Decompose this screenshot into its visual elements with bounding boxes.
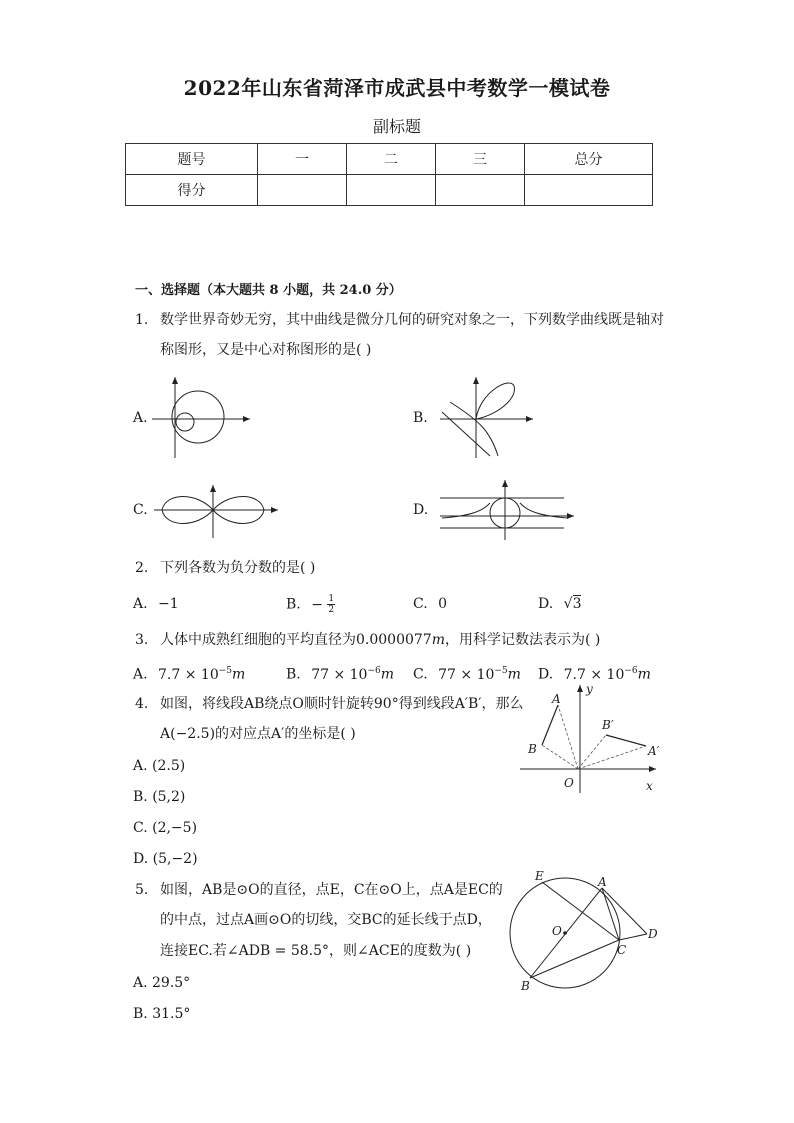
q5-line3: 连接EC.若∠ADB = 58.5°，则∠ACE的度数为( ) <box>160 943 472 959</box>
q4-fig-label-a-prime: A′ <box>648 744 660 758</box>
q4-number: 4. <box>135 696 149 712</box>
q5-figure <box>505 868 665 998</box>
q3-option-b[interactable] <box>286 661 394 685</box>
q3-option-label: C. <box>413 666 428 683</box>
q3-unit: m <box>431 632 445 648</box>
q2-number: 2. <box>135 560 149 576</box>
score-table-score-row <box>126 175 653 206</box>
q2-option-c[interactable] <box>413 594 447 614</box>
q2-option-c-value: 0 <box>438 596 448 612</box>
q1-option-d-label: D. <box>413 502 429 518</box>
q3-option-a[interactable] <box>133 661 245 685</box>
q3-option-d[interactable] <box>538 661 651 685</box>
q4-fig-label-o: O <box>564 776 574 790</box>
score-cell[interactable] <box>436 175 525 206</box>
q2-option-b-label: B. <box>286 596 301 613</box>
q1-line2: 称图形，又是中心对称图形的是( ) <box>160 342 372 358</box>
q1-line1: 数学世界奇妙无穷，其中曲线是微分几何的研究对象之一，下列数学曲线既是轴对 <box>160 312 664 328</box>
q5-fig-label-e: E <box>535 869 544 883</box>
sqrt-icon: √ <box>563 596 573 612</box>
q2-text: 下列各数为负分数的是( ) <box>160 560 316 576</box>
exam-subtitle: 副标题 <box>372 117 421 136</box>
q4-line2: A(−2.5)的对应点A′的坐标是( ) <box>160 726 356 742</box>
q3-option-c[interactable] <box>413 661 521 685</box>
q4-option-d[interactable]: D. (5,−2) <box>133 851 198 867</box>
q1-option-b-label: B. <box>413 410 428 426</box>
q2-option-b-sign: − <box>311 596 323 613</box>
score-header-cell: 一 <box>258 144 347 175</box>
q3-option-unit: m <box>232 666 246 683</box>
q2-option-a[interactable] <box>133 594 179 614</box>
q2-option-b[interactable] <box>286 594 335 615</box>
q3-option-unit: m <box>507 666 521 683</box>
q1-option-a-label: A. <box>133 410 148 426</box>
score-table-header-row <box>126 144 653 175</box>
score-header-cell: 三 <box>436 144 525 175</box>
q5-fig-label-a: A <box>598 875 607 889</box>
q1-option-c-label: C. <box>133 502 148 518</box>
q3-option-unit: m <box>637 666 651 683</box>
q3-option-base: 77 × 10 <box>311 666 368 683</box>
q3-option-exp: −5 <box>218 666 233 676</box>
q4-option-b[interactable]: B. (5,2) <box>133 789 186 805</box>
score-cell[interactable] <box>258 175 347 206</box>
q5-option-a[interactable]: A. 29.5° <box>133 975 191 991</box>
q5-line2: 的中点，过点A画⊙O的切线，交BC的延长线于点D， <box>160 912 492 928</box>
q2-option-d-radicand: 3 <box>572 596 582 612</box>
q3-option-base: 7.7 × 10 <box>563 666 625 683</box>
q4-fig-label-b-prime: B′ <box>602 718 614 732</box>
q4-fig-label-b: B <box>528 742 537 756</box>
q5-fig-label-o: O <box>552 924 562 938</box>
q2-option-d-label: D. <box>538 596 554 612</box>
q3-option-unit: m <box>380 666 395 683</box>
q3-number: 3. <box>135 632 149 648</box>
q2-option-b-fraction <box>327 594 335 615</box>
score-cell[interactable] <box>347 175 436 206</box>
score-header-cell: 二 <box>347 144 436 175</box>
exam-title: 2022年山东省菏泽市成武县中考数学一模试卷 <box>183 76 611 100</box>
q4-figure <box>518 683 668 795</box>
section-heading: 一、选择题（本大题共 8 小题，共 24.0 分） <box>135 283 402 298</box>
q3-option-base: 7.7 × 10 <box>158 666 219 683</box>
q3-option-exp: −5 <box>494 666 508 676</box>
q4-fig-label-y: y <box>586 682 593 696</box>
q2-option-a-label: A. <box>133 596 148 612</box>
q4-line1: 如图，将线段AB绕点O顺时针旋转90°得到线段A′B′，那么 <box>160 696 524 712</box>
q4-option-c[interactable]: C. (2,−5) <box>133 820 198 836</box>
q5-option-b[interactable]: B. 31.5° <box>133 1006 191 1022</box>
q1-figure-b <box>438 372 538 462</box>
q3-option-exp: −6 <box>367 666 381 676</box>
q3-text <box>160 630 600 650</box>
score-cell[interactable] <box>525 175 653 206</box>
q1-number: 1. <box>135 312 149 328</box>
q1-figure-a <box>150 372 260 462</box>
q5-fig-label-d: D <box>648 927 658 941</box>
q2-option-a-value: −1 <box>158 596 179 612</box>
q2-option-b-denominator: 2 <box>328 605 335 615</box>
score-header-cell: 题号 <box>126 144 258 175</box>
q2-option-d[interactable] <box>538 594 581 614</box>
q5-line1: 如图，AB是⊙O的直径，点E，C在⊙O上，点A是EC的 <box>160 882 503 898</box>
q3-option-exp: −6 <box>624 666 638 676</box>
q3-option-label: D. <box>538 666 554 683</box>
q2-option-b-numerator: 1 <box>328 594 335 604</box>
q3-text-pre: 人体中成熟红细胞的平均直径为0.0000077 <box>160 632 432 648</box>
q1-figure-c <box>152 482 282 542</box>
q5-fig-label-b: B <box>521 979 530 993</box>
q2-option-c-label: C. <box>413 596 428 612</box>
q5-fig-label-c: C <box>617 943 627 957</box>
score-table <box>125 143 653 206</box>
score-header-cell: 总分 <box>525 144 653 175</box>
q4-option-a[interactable]: A. (2.5) <box>133 758 186 774</box>
q3-text-post: ，用科学记数法表示为( ) <box>445 632 601 648</box>
q1-figure-d <box>438 478 578 544</box>
score-row-label: 得分 <box>126 175 258 206</box>
q3-option-label: B. <box>286 666 301 683</box>
q5-number: 5. <box>135 882 149 898</box>
q3-option-base: 77 × 10 <box>438 666 495 683</box>
q3-option-label: A. <box>133 666 148 683</box>
q4-fig-label-x: x <box>646 779 653 793</box>
q4-fig-label-a: A <box>552 692 561 706</box>
